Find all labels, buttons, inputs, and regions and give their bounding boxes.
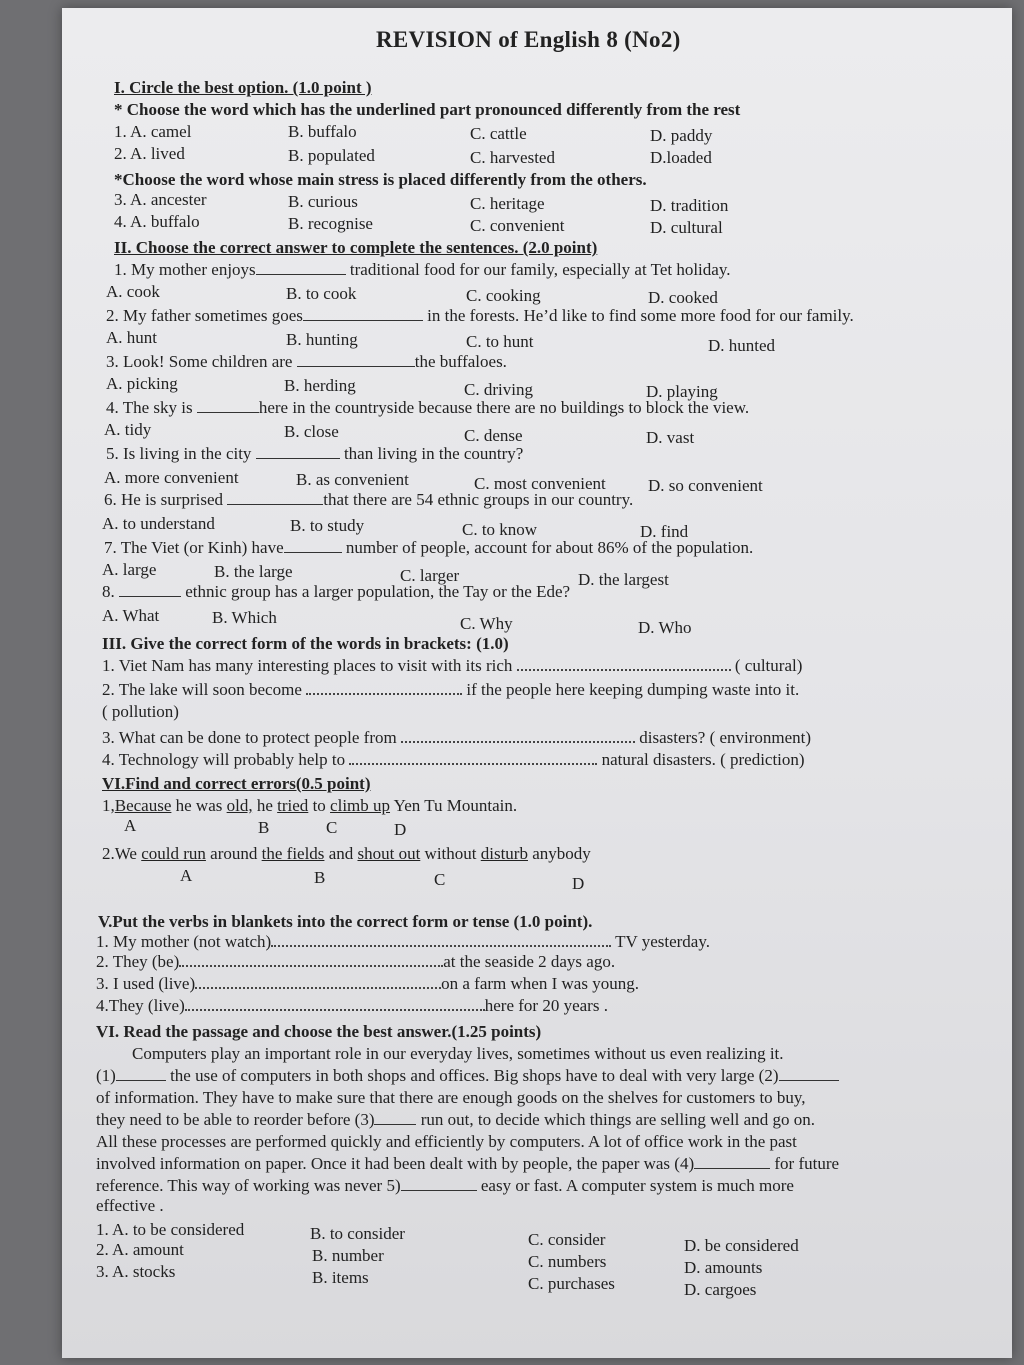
worksheet-page (62, 8, 1012, 1358)
s4-q1-label-c: C (326, 818, 338, 837)
s4-q1: 1,Because he was old, he tried to climb up Yen Tu Mountain. (102, 796, 518, 815)
passage-line-7: reference. This way of working was never 5) easy or fast. A computer system is much more (96, 1176, 794, 1195)
passage-line-3: of information. They have to make sure that there are enough goods on the shelves for customers to buy, (96, 1088, 806, 1107)
page-title: REVISION of English 8 (No2) (376, 27, 681, 52)
s2-q4-b: B. close (284, 422, 339, 441)
s1-q2-c: C. harvested (470, 148, 555, 167)
s6-q2-d: D. amounts (684, 1258, 763, 1277)
s1-q4-b: B. recognise (288, 214, 373, 233)
s2-q8-b: B. Which (212, 608, 277, 627)
s2-q7-b: B. the large (214, 562, 293, 581)
s2-q7-c: C. larger (400, 566, 460, 585)
s2-q4-a: A. tidy (104, 420, 152, 439)
s2-q2-stem: 2. My father sometimes goes in the forests. He’d like to find some more food for our family. (106, 306, 854, 325)
answer-blank[interactable] (179, 953, 443, 967)
s2-q1-b: B. to cook (286, 284, 357, 303)
answer-blank[interactable] (256, 260, 346, 275)
s3-q2: 2. The lake will soon become if the people here keeping dumping waste into it. (102, 680, 800, 699)
s2-q3-c: C. driving (464, 380, 533, 399)
section-1-instruction-pronunciation: * Choose the word which has the underlined part pronounced differently from the rest (114, 100, 741, 119)
s1-q1-a: 1. A. camel (114, 122, 192, 141)
answer-blank[interactable] (306, 681, 462, 695)
s5-q2: 2. They (be) at the seaside 2 days ago. (96, 952, 616, 971)
s1-q3-c: C. heritage (470, 194, 545, 213)
answer-blank[interactable] (271, 933, 611, 947)
s2-q6-a: A. to understand (102, 514, 215, 533)
answer-blank[interactable] (284, 538, 342, 553)
s2-q3-b: B. herding (284, 376, 356, 395)
answer-blank[interactable] (256, 444, 340, 459)
section-1-heading: I. Circle the best option. (1.0 point ) (114, 78, 372, 97)
passage-line-6: involved information on paper. Once it had been dealt with by people, the paper was (4) for future (96, 1154, 840, 1173)
s2-q6-c: C. to know (462, 520, 538, 539)
section-6-heading: VI. Read the passage and choose the best answer.(1.25 points) (96, 1022, 542, 1041)
passage-line-1: Computers play an important role in our everyday lives, sometimes without us even realizing it. (132, 1044, 784, 1063)
s2-q6-d: D. find (640, 522, 689, 541)
s1-q3-b: B. curious (288, 192, 358, 211)
s5-q4: 4.They (live) here for 20 years . (96, 996, 608, 1015)
s6-q2-b: B. number (312, 1246, 384, 1265)
s3-q3: 3. What can be done to protect people from disasters? ( environment) (102, 728, 812, 747)
s6-q3-c: C. purchases (528, 1274, 615, 1293)
s4-q2: 2.We could run around the fields and shout out without disturb anybody (102, 844, 591, 863)
s2-q6-b: B. to study (290, 516, 365, 535)
s2-q2-b: B. hunting (286, 330, 358, 349)
passage-line-4: they need to be able to reorder before (3) run out, to decide which things are selling well and go on. (96, 1110, 815, 1129)
s2-q4-d: D. vast (646, 428, 695, 447)
s1-q4-d: D. cultural (650, 218, 723, 237)
s2-q8-a: A. What (102, 606, 160, 625)
s2-q2-a: A. hunt (106, 328, 157, 347)
s1-q1-d: D. paddy (650, 126, 713, 145)
s6-q1-c: C. consider (528, 1230, 606, 1249)
answer-blank[interactable] (779, 1066, 839, 1081)
passage-line-8: effective . (96, 1196, 164, 1215)
section-1-instruction-stress: *Choose the word whose main stress is placed differently from the others. (114, 170, 647, 189)
answer-blank[interactable] (185, 997, 485, 1011)
answer-blank[interactable] (116, 1066, 166, 1081)
s2-q2-c: C. to hunt (466, 332, 534, 351)
answer-blank[interactable] (197, 398, 259, 413)
s2-q5-a: A. more convenient (104, 468, 239, 487)
answer-blank[interactable] (195, 975, 441, 989)
s4-q2-label-c: C (434, 870, 446, 889)
s3-q2-hint: ( pollution) (102, 702, 179, 721)
s1-q1-b: B. buffalo (288, 122, 357, 141)
s4-q2-label-a: A (180, 866, 193, 885)
passage-line-5: All these processes are performed quickly and efficiently by computers. A lot of office work in the past (96, 1132, 797, 1151)
s4-q2-label-d: D (572, 874, 585, 893)
s2-q3-stem: 3. Look! Some children are the buffaloes. (106, 352, 507, 371)
answer-blank[interactable] (517, 657, 731, 671)
section-3-heading: III. Give the correct form of the words in brackets: (1.0) (102, 634, 509, 653)
s6-q2-c: C. numbers (528, 1252, 607, 1271)
s1-q4-a: 4. A. buffalo (114, 212, 200, 231)
s2-q7-stem: 7. The Viet (or Kinh) have number of people, account for about 86% of the population. (104, 538, 754, 557)
section-4-heading: VI.Find and correct errors(0.5 point) (102, 774, 371, 793)
s1-q4-c: C. convenient (470, 216, 565, 235)
s3-q4: 4. Technology will probably help to natural disasters. ( prediction) (102, 750, 805, 769)
s2-q2-d: D. hunted (708, 336, 776, 355)
s6-q3-a: 3. A. stocks (96, 1262, 176, 1281)
s1-q1-c: C. cattle (470, 124, 527, 143)
s2-q5-d: D. so convenient (648, 476, 763, 495)
s2-q5-b: B. as convenient (296, 470, 409, 489)
s2-q1-a: A. cook (106, 282, 160, 301)
answer-blank[interactable] (401, 1176, 477, 1191)
answer-blank[interactable] (119, 582, 181, 597)
s6-q1-d: D. be considered (684, 1236, 799, 1255)
s2-q1-d: D. cooked (648, 288, 718, 307)
s6-q1-a: 1. A. to be considered (96, 1220, 245, 1239)
s5-q3: 3. I used (live) on a farm when I was young. (96, 974, 639, 993)
s1-q3-a: 3. A. ancester (114, 190, 207, 209)
answer-blank[interactable] (694, 1154, 770, 1169)
s2-q8-c: C. Why (460, 614, 513, 633)
s6-q2-a: 2. A. amount (96, 1240, 184, 1259)
s2-q8-d: D. Who (638, 618, 692, 637)
s2-q6-stem: 6. He is surprised that there are 54 ethnic groups in our country. (104, 490, 634, 509)
s2-q5-c: C. most convenient (474, 474, 606, 493)
answer-blank[interactable] (303, 306, 423, 321)
s5-q1: 1. My mother (not watch) TV yesterday. (96, 932, 710, 951)
s1-q3-d: D. tradition (650, 196, 729, 215)
s4-q1-label-d: D (394, 820, 407, 839)
s2-q8-stem: 8. ethnic group has a larger population, the Tay or the Ede? (102, 582, 571, 601)
s2-q3-d: D. playing (646, 382, 718, 401)
s3-q1: 1. Viet Nam has many interesting places to visit with its rich ( cultural) (102, 656, 803, 675)
answer-blank[interactable] (401, 729, 635, 743)
s2-q3-a: A. picking (106, 374, 178, 393)
s4-q1-label-b: B (258, 818, 270, 837)
s4-q2-label-b: B (314, 868, 326, 887)
section-2-heading: II. Choose the correct answer to complete the sentences. (2.0 point) (114, 238, 598, 257)
answer-blank[interactable] (297, 352, 415, 367)
s1-q2-d: D.loaded (650, 148, 712, 167)
s2-q5-stem: 5. Is living in the city than living in the country? (106, 444, 524, 463)
s1-q2-a: 2. A. lived (114, 144, 185, 163)
s2-q1-c: C. cooking (466, 286, 541, 305)
s6-q1-b: B. to consider (310, 1224, 405, 1243)
s2-q4-c: C. dense (464, 426, 523, 445)
answer-blank[interactable] (349, 751, 597, 765)
s1-q2-b: B. populated (288, 146, 375, 165)
s2-q7-a: A. large (102, 560, 157, 579)
section-5-heading: V.Put the verbs in blankets into the correct form or tense (1.0 point). (98, 912, 593, 931)
s6-q3-b: B. items (312, 1268, 369, 1287)
s2-q1-stem: 1. My mother enjoys traditional food for our family, especially at Tet holiday. (114, 260, 731, 279)
answer-blank[interactable] (227, 490, 323, 505)
s6-q3-d: D. cargoes (684, 1280, 757, 1299)
s2-q4-stem: 4. The sky is here in the countryside because there are no buildings to block the view. (106, 398, 750, 417)
passage-line-2: (1) the use of computers in both shops and offices. Big shops have to deal with very large (2) (96, 1066, 839, 1086)
s4-q1-label-a: A (124, 816, 137, 835)
answer-blank[interactable] (374, 1110, 416, 1125)
s2-q7-d: D. the largest (578, 570, 669, 589)
